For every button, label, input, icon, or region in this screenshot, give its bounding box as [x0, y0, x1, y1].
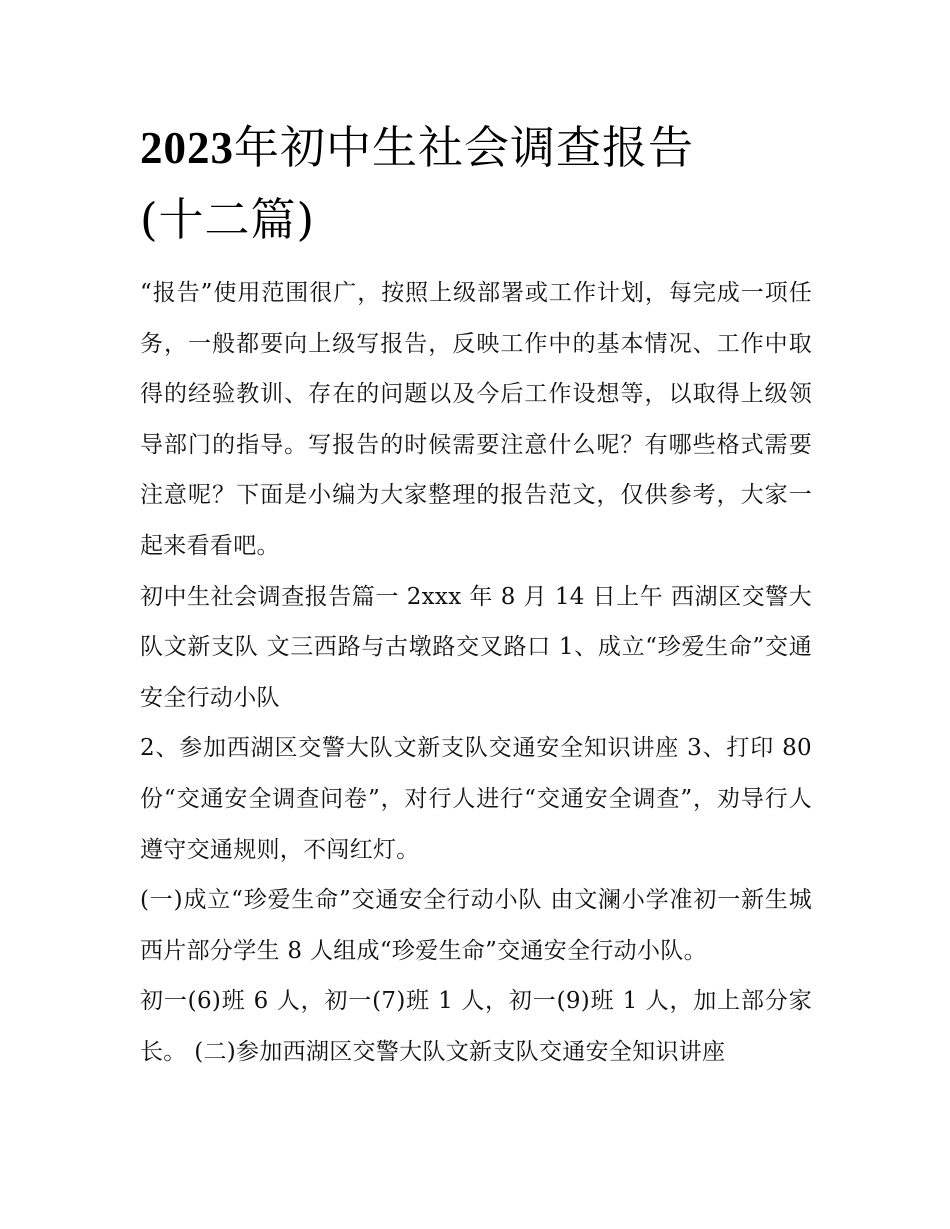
body-paragraph-2: 2、参加西湖区交警大队文新支队交通安全知识讲座 3、打印 80 份“交通安全调查问卷”，对行人进行“交通安全调查”，劝导行人遵守交通规则，不闯红灯。 — [140, 735, 812, 863]
body-paragraph-1: 初中生社会调查报告篇一 2xxx 年 8 月 14 日上午 西湖区交警大队文新支队 文三西路与古墩路交叉路口 1、成立“珍爱生命”交通安全行动小队 — [140, 583, 812, 711]
document-title — [140, 112, 812, 256]
title-text: 年初中生社会调查报告 — [234, 121, 695, 174]
title-year: 2023 — [140, 123, 234, 173]
intro-paragraph: “报告”使用范围很广，按照上级部署或工作计划，每完成一项任务，一般都要向上级写报告，反映工作中的基本情况、工作中取得的经验教训、存在的问题以及今后工作设想等，以取得上级领导部门的指导。写报告的时候需要注意什么呢？有哪些格式需要注意呢？下面是小编为大家整理的报告范文，仅供参考，大家一起来看看吧。 — [140, 280, 812, 559]
body-paragraph-4: 初一(6)班 6 人，初一(7)班 1 人，初一(9)班 1 人，加上部分家长。 (二)参加西湖区交警大队文新支队交通安全知识讲座 — [140, 988, 812, 1065]
body-paragraph-3: (一)成立“珍爱生命”交通安全行动小队 由文澜小学准初一新生城西片部分学生 8 人组成“珍爱生命”交通安全行动小队。 — [140, 887, 812, 964]
title-subtitle: (十二篇) — [140, 193, 316, 246]
document-page — [140, 112, 812, 1078]
